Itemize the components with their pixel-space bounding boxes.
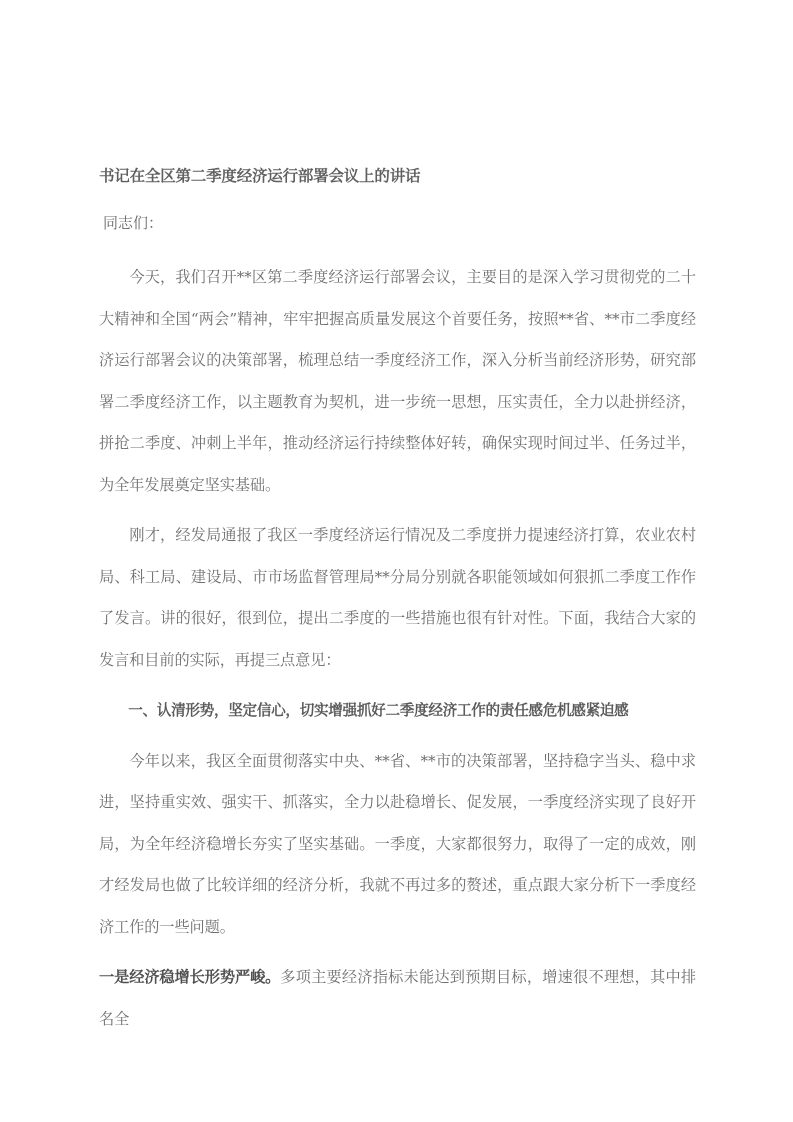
body-paragraph-3: 今年以来，我区全面贯彻落实中央、**省、**市的决策部署，坚持稳字当头、稳中求进，坚持重实效、强实干、抓落实，全力以赴稳增长、促发展，一季度经济实现了良好开局，为全年经济稳增长夯实了坚实基础。一季度，大家都很努力，取得了一定的成效，刚才经发局也做了比较详细的经济分析，我就不再过多的赘述，重点跟大家分析下一季度经济工作的一些问题。 — [99, 751, 696, 936]
document-body — [99, 165, 696, 1040]
paragraph-rest-text: 多项主要经济指标未能达到预期目标，增速很不理想，其中排名全 — [99, 968, 696, 1028]
page-title: 书记在全区第二季度经济运行部署会议上的讲话 — [99, 167, 421, 185]
paragraph-bold-lead: 一是经济稳增长形势严峻。 — [99, 968, 281, 986]
section-heading-1: 一、认清形势，坚定信心，切实增强抓好二季度经济工作的责任感危机感紧迫感 — [128, 702, 629, 719]
body-paragraph-2: 刚才，经发局通报了我区一季度经济运行情况及二季度拼力提速经济打算，农业农村局、科工局、建设局、市市场监督管理局**分局分别就各职能领域如何狠抓二季度工作作了发言。讲的很好，很到位，提出二季度的一些措施也很有针对性。下面，我结合大家的发言和目前的实际，再提三点意见： — [99, 526, 696, 669]
body-paragraph-4 — [99, 957, 696, 1040]
body-paragraph-1: 今天，我们召开**区第二季度经济运行部署会议，主要目的是深入学习贯彻党的二十大精神和全国“两会”精神，牢牢把握高质量发展这个首要任务，按照**省、**市二季度经济运行部署会议的决策部署，梳理总结一季度经济工作，深入分析当前经济形势，研究部署二季度经济工作，以主题教育为契机，进一步统一思想，压实责任，全力以赴拼经济，拼抢二季度、冲刺上半年，推动经济运行持续整体好转，确保实现时间过半、任务过半，为全年发展奠定坚实基础。 — [99, 268, 696, 494]
salutation: 同志们： — [103, 214, 164, 232]
